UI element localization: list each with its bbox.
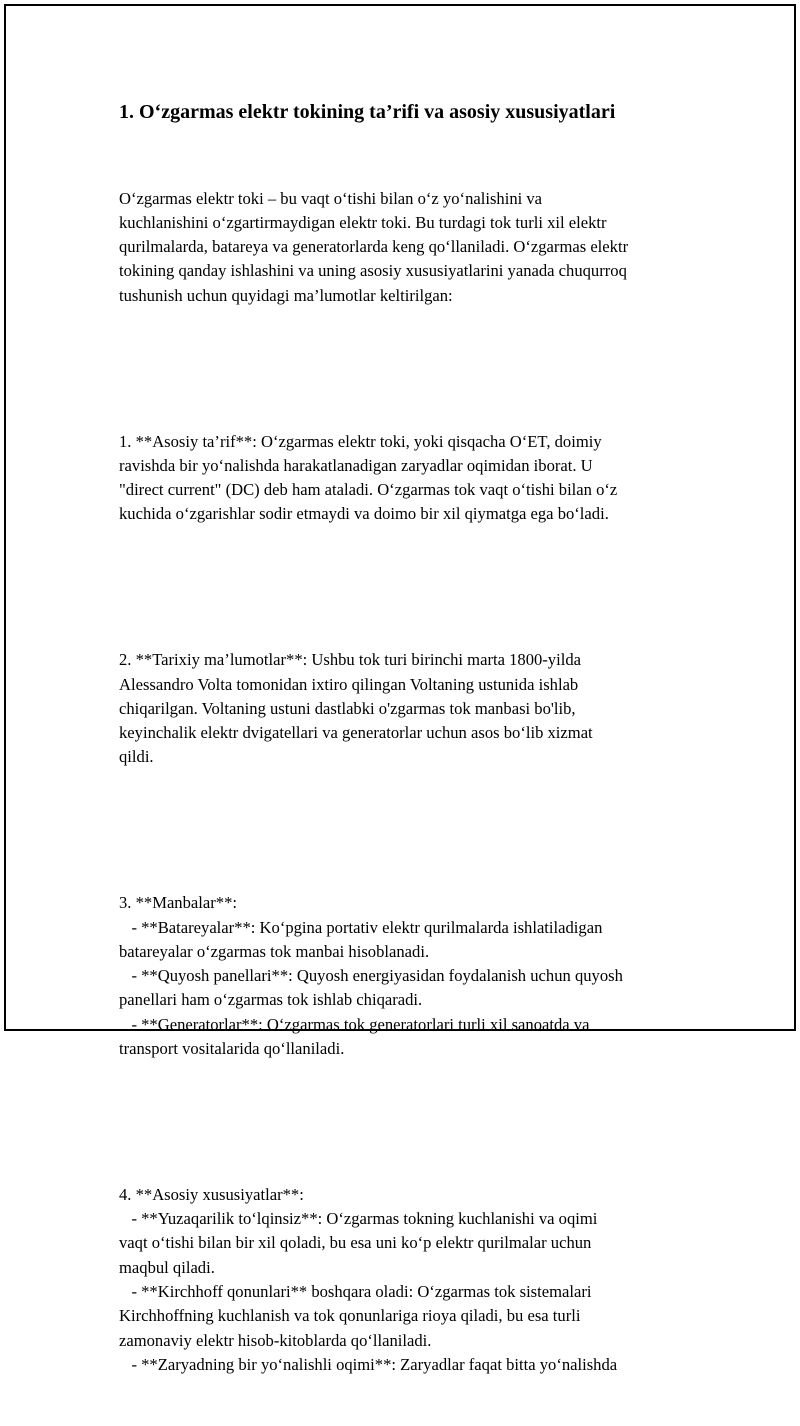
paragraph-spacer bbox=[119, 357, 699, 381]
document-title: 1. O‘zgarmas elektr tokining ta’rifi va asosiy xususiyatlari bbox=[119, 101, 616, 123]
paragraph-spacer bbox=[119, 818, 699, 842]
document-body bbox=[119, 138, 699, 1426]
paragraph-definition: 1. **Asosiy ta’rif**: O‘zgarmas elektr toki, yoki qisqacha O‘ET, doimiy ravishda bir yo‘nalishda harakatlanadigan zaryadlar oqimidan iborat. U "direct current" (DC) deb ham ataladi. O‘zgarmas tok vaqt o‘tishi bilan o‘z kuchida o‘zgarishlar sodir etmaydi va doimo bir xil qiymatga ega bo‘ladi. bbox=[119, 431, 618, 524]
paragraph-sources: 3. **Manbalar**: - **Batareyalar**: Ko‘pgina portativ elektr qurilmalarda ishlatiladigan batareyalar o‘zgarmas tok manbai hisoblanadi. - **Quyosh panellari**: Quyosh energiyasidan foydalanish uchun quyosh panellari ham o‘zgarmas tok ishlab chiqaradi. - **Generatorlar**: O‘zgarmas tok generatorlari turli xil sanoatda va transport vositalarida qo‘llaniladi. bbox=[119, 893, 623, 1058]
paragraph-properties: 4. **Asosiy xususiyatlar**: - **Yuzaqarilik to‘lqinsiz**: O‘zgarmas tokning kuchlanishi va oqimi vaqt o‘tishi bilan bir xil qoladi, bu esa uni ko‘p elektr qurilmalar uchun maqbul qiladi. - **Kirchhoff qonunlari** boshqara oladi: O‘zgarmas tok sistemalari Kirchhoffning kuchlanish va tok qonunlariga rioya qiladi, bu esa turli zamonaviy elektr hisob-kitoblarda qo‘llaniladi. - **Zaryadning bir yo‘nalishli oqimi**: Zaryadlar faqat bitta yo‘nalishda bbox=[119, 1184, 618, 1374]
paragraph-intro: O‘zgarmas elektr toki – bu vaqt o‘tishi bilan o‘z yo‘nalishini va kuchlanishini o‘zgartirmaydigan elektr toki. Bu turdagi tok turli xil elektr qurilmalarda, batareya va generatorlarda keng qo‘llaniladi. O‘zgarmas elektr tokining qanday ishlashini va uning asosiy xususiyatlarini yanada chuqurroq tushunish uchun quyidagi ma’lumotlar keltirilgan: bbox=[119, 188, 629, 305]
paragraph-spacer bbox=[119, 1110, 699, 1134]
paragraph-spacer bbox=[119, 575, 699, 599]
document-content bbox=[119, 98, 699, 1426]
paragraph-history: 2. **Tarixiy ma’lumotlar**: Ushbu tok turi birinchi marta 1800-yilda Alessandro Volta tomonidan ixtiro qilingan Voltaning ustunida ishlab chiqarilgan. Voltaning ustuni dastlabki o'zgarmas tok manbasi bo'lib, keyinchalik elektr dvigatellari va generatorlar uchun asos bo‘lib xizmat qildi. bbox=[119, 650, 593, 767]
page-frame bbox=[4, 4, 796, 1374]
